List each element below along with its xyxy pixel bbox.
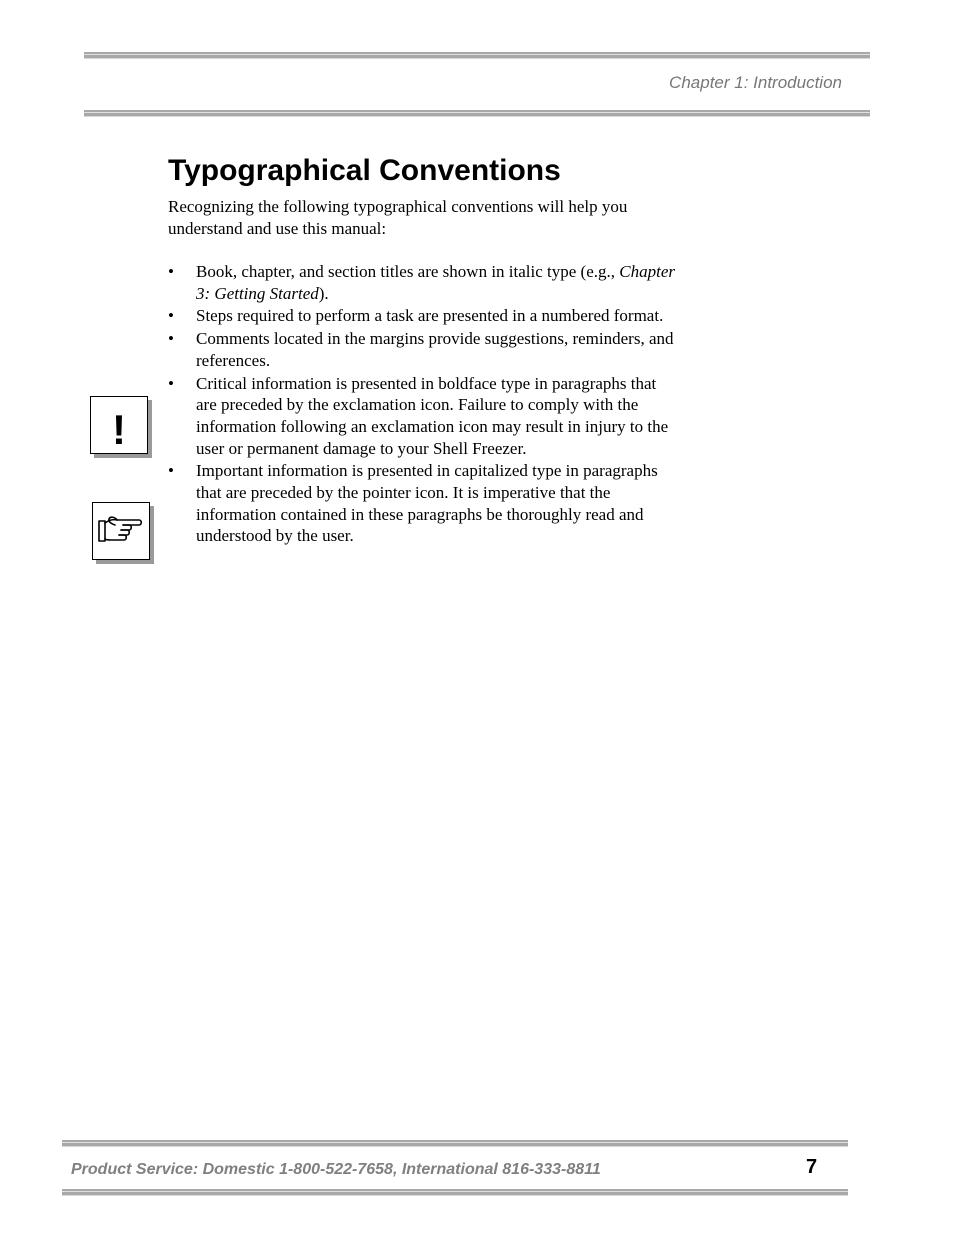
footer-top-rule xyxy=(62,1140,848,1147)
bullet-icon: • xyxy=(168,461,174,481)
exclamation-glyph: ! xyxy=(112,406,126,453)
list-item-text: Important information is presented in capitalized type in paragraphs that are preceded by the pointer icon. It is imperative that the information contained in these paragraphs be thoroughly read and understood by the user. xyxy=(196,461,658,546)
list-item-text-after: ). xyxy=(318,283,329,303)
exclamation-icon xyxy=(90,396,148,454)
section-title: Typographical Conventions xyxy=(168,154,561,187)
footer-bottom-rule xyxy=(62,1189,848,1196)
pointer-hand-icon xyxy=(92,502,150,560)
list-item xyxy=(168,460,678,547)
list-item-italic: Chapter 3: Getting Started xyxy=(196,262,675,303)
list-item xyxy=(168,373,678,460)
bullet-icon: • xyxy=(168,329,174,349)
list-item xyxy=(168,328,678,371)
header-top-rule xyxy=(84,52,870,59)
bullet-icon: • xyxy=(168,306,174,326)
page-number: 7 xyxy=(806,1156,818,1178)
list-item-text: Critical information is presented in boldface type in paragraphs that are preceded by the exclamation icon. Failure to comply with the information following an exclamation icon may result in injury to the user or permanent damage to your Shell Freezer. xyxy=(196,373,669,458)
header-bottom-rule xyxy=(84,110,870,117)
conventions-list xyxy=(168,261,678,548)
bullet-icon: • xyxy=(168,262,174,281)
footer-service-info: Product Service: Domestic 1-800-522-7658, International 816-333-8811 xyxy=(71,1161,601,1178)
list-item xyxy=(168,305,678,327)
list-item-text: Comments located in the margins provide suggestions, reminders, and references. xyxy=(196,329,674,370)
section-intro: Recognizing the following typographical conventions will help you understand and use this manual: xyxy=(168,197,628,238)
list-item-text: Steps required to perform a task are presented in a numbered format. xyxy=(196,306,664,326)
list-item-text: Book, chapter, and section titles are shown in italic type (e.g., xyxy=(196,262,620,281)
bullet-icon: • xyxy=(168,373,174,393)
chapter-header: Chapter 1: Introduction xyxy=(669,73,842,92)
list-item xyxy=(168,261,678,304)
